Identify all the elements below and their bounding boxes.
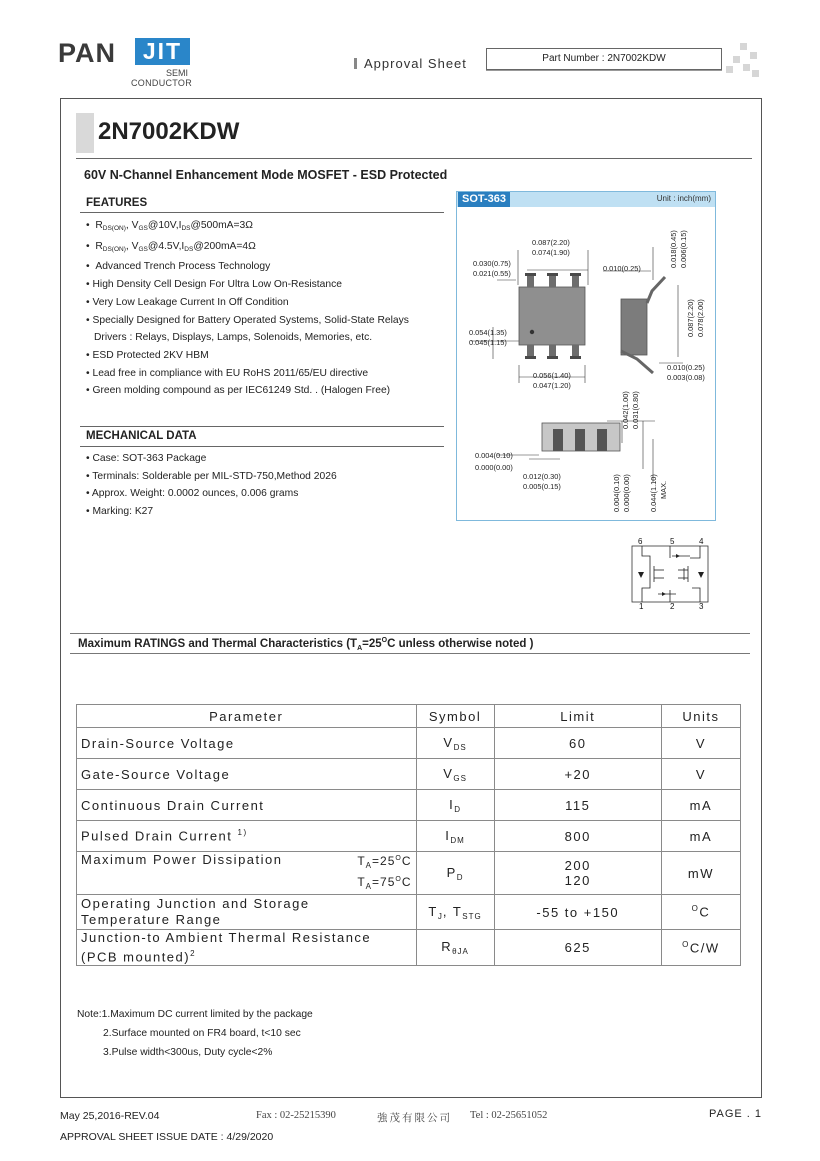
decor-square xyxy=(750,52,757,59)
mechanical-item: • Marking: K27 xyxy=(86,506,154,518)
ratings-top-divider xyxy=(70,633,750,634)
param-cell: Drain-Source Voltage xyxy=(77,728,417,759)
param-cell: Junction-to Ambient Thermal Resistance (PCB mounted)$^2$ xyxy=(77,930,417,966)
table-row xyxy=(77,759,741,790)
logo-semi-text: SEMI xyxy=(166,68,189,78)
dim-label: 0.087(2.20) xyxy=(686,299,695,337)
param-cell: Pulsed Drain Current $^{1)}$ xyxy=(77,821,417,852)
note-item: 2.Surface mounted on FR4 board, t<10 sec xyxy=(103,1028,301,1039)
feature-item-rds-1: • $R_{DS(ON)}$, $V_{GS}@10V,I_{DS}@500mA=3\Omega$ xyxy=(86,220,253,232)
symbol-cell: $I_{DM}$ xyxy=(416,821,494,852)
logo-jit-badge: JIT xyxy=(135,38,190,65)
note-item: 3.Pulse width<300us, Duty cycle<2% xyxy=(103,1047,273,1058)
dim-label: 0.044(1.10) xyxy=(649,474,658,512)
package-outline-panel xyxy=(456,191,716,521)
mechanical-divider xyxy=(80,446,444,447)
footer-fax: Fax : 02-25215390 xyxy=(256,1110,336,1121)
ratings-table xyxy=(76,704,741,966)
decor-square xyxy=(740,43,747,50)
dim-label: 0.078(2.00) xyxy=(696,299,705,337)
feature-item-rds-2: • $R_{DS(ON)}$, $V_{GS}@4.5V,I_{DS}@200mA=4\Omega$ xyxy=(86,240,256,253)
feature-item: • Advanced Trench Process Technology xyxy=(86,261,271,273)
ratings-heading: Maximum RATINGS and Thermal Characteristics ($T_A=25^OC$ unless otherwise noted ) xyxy=(78,637,534,653)
dim-label: 0.045(1.15) xyxy=(469,338,507,347)
dim-label: 0.054(1.35) xyxy=(469,328,507,337)
symbol-cell: $P_D$ xyxy=(416,852,494,895)
param-cell: Operating Junction and Storage Temperature Range xyxy=(77,895,417,930)
decor-square xyxy=(743,64,750,71)
symbol-cell: $R_{\theta JA}$ xyxy=(416,930,494,966)
param-cell: Gate-Source Voltage xyxy=(77,759,417,790)
part-number-box: Part Number : 2N7002KDW xyxy=(486,48,722,70)
dim-label: 0.030(0.75) xyxy=(473,259,511,268)
footer-tel: Tel : 02-25651052 xyxy=(470,1110,548,1121)
dim-label: 0.018(0.45) xyxy=(669,230,678,268)
pin-label-2: 2 xyxy=(670,602,675,611)
column-header: Parameter xyxy=(77,705,417,728)
features-list xyxy=(86,217,446,400)
page-subtitle: 60V N-Channel Enhancement Mode MOSFET - ESD Protected xyxy=(84,168,448,182)
symbol-cell: $T_J$, $T_{STG}$ xyxy=(416,895,494,930)
dim-label: 0.021(0.55) xyxy=(473,269,511,278)
dim-label: 0.012(0.30) xyxy=(523,472,561,481)
notes xyxy=(77,1005,313,1062)
decor-square xyxy=(733,56,740,63)
unit-cell: V xyxy=(661,759,740,790)
title-divider xyxy=(76,158,752,159)
unit-cell: mA xyxy=(661,821,740,852)
page-title: 2N7002KDW xyxy=(98,118,240,145)
feature-item: • High Density Cell Design For Ultra Low On-Resistance xyxy=(86,279,342,291)
table-header-row xyxy=(77,705,741,728)
limit-cell: 800 xyxy=(494,821,661,852)
footer-revision: May 25,2016-REV.04 xyxy=(60,1110,160,1122)
table-row xyxy=(77,821,741,852)
condition-text: $T_A=25^OC$ $T_A=75^OC$ xyxy=(357,854,412,891)
logo-conductor-text: CONDUCTOR xyxy=(131,78,193,88)
mechanical-item: • Approx. Weight: 0.0002 ounces, 0.006 grams xyxy=(86,488,299,500)
dim-label: 0.010(0.25) xyxy=(603,264,641,273)
dim-label: 0.031(0.80) xyxy=(631,391,640,429)
column-header: Units xyxy=(661,705,740,728)
features-heading: FEATURES xyxy=(86,197,148,209)
feature-item: • Lead free in compliance with EU RoHS 2011/65/EU directive xyxy=(86,367,369,379)
table-row xyxy=(77,728,741,759)
package-name: SOT-363 xyxy=(458,192,510,207)
dim-label: 0.004(0.10) xyxy=(612,474,621,512)
column-header: Limit xyxy=(494,705,661,728)
unit-cell: $^O$C/W xyxy=(661,930,740,966)
sheet-title-marker xyxy=(354,58,357,69)
param-cell: Maximum Power Dissipation $T_A=25^OC$ $T_A=75^OC$ xyxy=(77,852,417,895)
mechanical-top-divider xyxy=(80,426,444,427)
limit-cell: 115 xyxy=(494,790,661,821)
dim-label: 0.074(1.90) xyxy=(532,248,570,257)
symbol-cell: $I_D$ xyxy=(416,790,494,821)
unit-cell: $^O$C xyxy=(661,895,740,930)
dim-label: 0.042(1.00) xyxy=(621,391,630,429)
limit-cell: 60 xyxy=(494,728,661,759)
param-cell: Continuous Drain Current xyxy=(77,790,417,821)
feature-item: • ESD Protected 2KV HBM xyxy=(86,349,209,361)
pin-label-6: 6 xyxy=(638,537,643,546)
dim-label: 0.005(0.15) xyxy=(523,482,561,491)
unit-cell: mW xyxy=(661,852,740,895)
dim-label: 0.047(1.20) xyxy=(533,381,571,390)
pin-label-3: 3 xyxy=(699,602,704,611)
column-header: Symbol xyxy=(416,705,494,728)
table-row xyxy=(77,930,741,966)
footer-page: PAGE . 1 xyxy=(709,1108,763,1120)
decor-square xyxy=(726,66,733,73)
title-accent xyxy=(76,113,94,153)
table-row xyxy=(77,895,741,930)
unit-cell: mA xyxy=(661,790,740,821)
symbol-cell: $V_{DS}$ xyxy=(416,728,494,759)
pin-label-4: 4 xyxy=(699,537,704,546)
dim-label: 0.003(0.08) xyxy=(667,373,705,382)
mechanical-heading: MECHANICAL DATA xyxy=(86,430,197,442)
dim-label: 0.087(2.20) xyxy=(532,238,570,247)
limit-cell: -55 to +150 xyxy=(494,895,661,930)
ratings-bottom-divider xyxy=(70,653,750,654)
feature-item: • Very Low Leakage Current In Off Condition xyxy=(86,296,289,308)
footer-company: 強茂有限公司 xyxy=(377,1112,452,1124)
pin-label-5: 5 xyxy=(670,537,675,546)
dim-label: 0.004(0.10) xyxy=(475,451,513,460)
limit-cell: 200 120 xyxy=(494,852,661,895)
mechanical-item: • Terminals: Solderable per MIL-STD-750,Method 2026 xyxy=(86,470,337,482)
table-row xyxy=(77,790,741,821)
unit-cell: V xyxy=(661,728,740,759)
package-unit: Unit : inch(mm) xyxy=(656,194,711,203)
dim-label: 0.010(0.25) xyxy=(667,363,705,372)
dim-label: 0.006(0.15) xyxy=(679,230,688,268)
mechanical-list xyxy=(86,450,337,521)
limit-cell: +20 xyxy=(494,759,661,790)
footer-issue-date: APPROVAL SHEET ISSUE DATE : 4/29/2020 xyxy=(60,1131,274,1143)
dim-label: 0.000(0.00) xyxy=(622,474,631,512)
sheet-title: Approval Sheet xyxy=(364,56,467,71)
dim-label: MAX. xyxy=(659,480,668,499)
features-divider xyxy=(80,212,444,213)
mechanical-item: • Case: SOT-363 Package xyxy=(86,453,207,464)
dim-label: 0.056(1.40) xyxy=(533,371,571,380)
logo-pan-text: PAN xyxy=(58,38,117,68)
table-row xyxy=(77,852,741,895)
limit-cell: 625 xyxy=(494,930,661,966)
symbol-cell: $V_{GS}$ xyxy=(416,759,494,790)
feature-item: • Green molding compound as per IEC61249 Std. . (Halogen Free) xyxy=(86,385,391,397)
note-item: Note:1.Maximum DC current limited by the package xyxy=(77,1009,313,1020)
decor-square xyxy=(752,70,759,77)
feature-item: Drivers : Relays, Displays, Lamps, Solenoids, Memories, etc. xyxy=(94,332,373,344)
header-underline xyxy=(486,70,722,71)
dim-label: 0.000(0.00) xyxy=(475,463,513,472)
feature-item: • Specially Designed for Battery Operated Systems, Solid-State Relays xyxy=(86,314,409,326)
pin-label-1: 1 xyxy=(639,602,644,611)
